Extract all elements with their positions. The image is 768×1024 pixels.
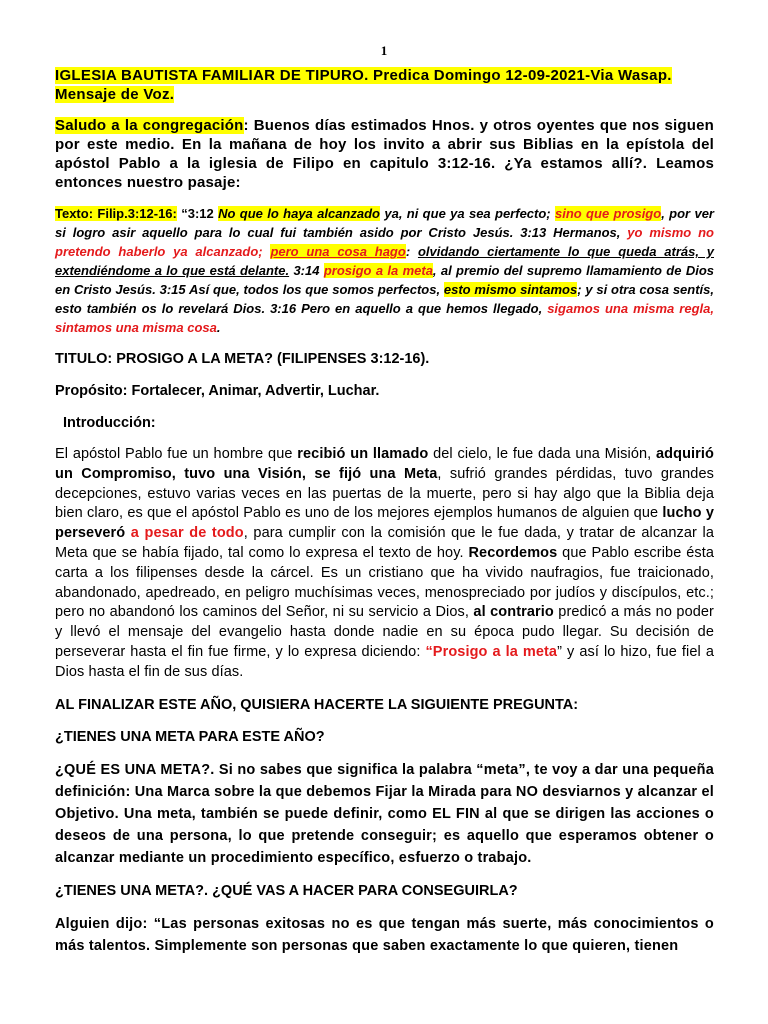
question-what-to-do: ¿TIENES UNA META?. ¿QUÉ VAS A HACER PARA CONSEGUIRLA? (55, 882, 518, 899)
verse-underlined: olvidando ciertamente lo que queda atrás, y extendiéndome a lo que está delante. (55, 244, 714, 278)
intro-bold: recibió un llamado (297, 446, 429, 462)
intro-red-bold: a pesar de todo (130, 525, 244, 542)
document-body (55, 66, 714, 969)
intro-text: El apóstol Pablo fue un hombre que (55, 446, 298, 462)
greeting-label: Saludo a la congregación (55, 117, 244, 134)
title-line-1: IGLESIA BAUTISTA FAMILIAR DE TIPURO. Predica Domingo 12-09-2021-Via Wasap. (55, 67, 672, 84)
verse-text: ; y si otra cosa sentís, esto también os lo revelará Dios. 3:16 Pero en aquello a que hemos llegado, (55, 282, 715, 316)
goal-definition-paragraph: ¿QUÉ ES UNA META?. Si no sabes que significa la palabra “meta”, te voy a dar una pequeña definición: Una Marca sobre la que debemos Fijar la Mirada para NO desviarnos y alcanzar el Objetivo. Una meta, también se puede definir, como EL FIN al que se dirigen las acciones o deseos de una persona, lo que pretende conseguir; es aquello que esperamos obtener o alcanzar mediante un procedimiento específico, esfuerzo o trabajo. (55, 761, 714, 866)
question-goal-this-year: ¿TIENES UNA META PARA ESTE AÑO? (55, 728, 325, 745)
document-title (55, 66, 714, 104)
verse-text: : (405, 244, 418, 259)
verse-red-highlight: prosigo a la meta (323, 263, 433, 278)
intro-red-bold: “Prosigo a la meta (425, 643, 558, 660)
quote-paragraph: Alguien dijo: “Las personas exitosas no es que tengan más suerte, más conocimientos o más talentos. Simplemente son personas que saben exactamente lo que quieren, tienen (55, 915, 714, 954)
page-number: 1 (380, 43, 388, 58)
verse-red-text: yo mismo no pretendo haberlo ya alcanzado; (55, 225, 714, 259)
greeting-text: : Buenos días estimados Hnos. y otros oyentes que nos siguen por este medio. En la mañana de hoy los invito a abrir sus Biblias en la epístola del apóstol Pablo a la iglesia de Filipo en capitulo 3:12-16. ¿Ya estamos allí?. Leamos entonces nuestro pasaje: (55, 117, 714, 191)
title-line-2: Mensaje de Voz. (55, 86, 175, 103)
intro-text: del cielo, le fue dada una Misión, (428, 446, 656, 462)
scripture-paragraph (55, 204, 714, 337)
question-intro: AL FINALIZAR ESTE AÑO, QUISIERA HACERTE LA SIGUIENTE PREGUNTA: (55, 696, 579, 713)
verse-text: ya, ni que ya sea perfecto; (380, 206, 555, 221)
sermon-purpose: Propósito: Fortalecer, Animar, Advertir, Luchar. (55, 383, 380, 399)
verse-text: , al premio del supremo llamamiento de Dios en Cristo Jesús. 3:15 Así que, todos los que somos perfectos, (55, 263, 714, 297)
intro-text: ” y así lo hizo, fue fiel a Dios hasta el fin de sus días. (55, 643, 714, 680)
verse-text: , por ver si logro asir aquello para lo cual fui también asido por Cristo Jesús. 3:13 Hermanos, (55, 206, 714, 240)
intro-bold: Recordemos (468, 544, 558, 561)
verse-red-highlight: pero una cosa hago (270, 244, 406, 259)
intro-text: que Pablo escribe ésta carta a los filipenses desde la cárcel. Es un cristiano que ha vivido naufragios, fue traicionado, abandonado, apedreado, en peligro muchísimas veces, menospreciado por judíos y discípulos, etc.; pero no abandonó los caminos del Señor, ni su servicio a Dios, (55, 544, 714, 621)
verse-red-highlight: sino que prosigo (554, 206, 662, 221)
verse-text: . (216, 320, 221, 335)
scripture-label: Texto: Filip.3:12-16: (55, 206, 177, 221)
verse-highlight: esto mismo sintamos (443, 282, 578, 297)
introduction-paragraph (55, 445, 714, 683)
intro-text: , para cumplir con la comisión que le fue dada, y tratar de alcanzar la Meta que se había fijado, tal como lo expresa el texto de hoy. (55, 525, 715, 561)
verse-text: 3:14 (289, 263, 324, 278)
intro-text: predicó a más no poder y llevó el mensaje del evangelio hasta donde nadie en su época pudo llegar. Su decisión de perseverar hasta el fin fue firme, y lo expresa diciendo: (55, 604, 714, 660)
verse-highlight: No que lo haya alcanzado (218, 206, 380, 221)
intro-bold: al contrario (473, 604, 554, 621)
greeting-paragraph (55, 116, 714, 192)
intro-bold: lucho y perseveró (55, 505, 714, 542)
intro-bold: adquirió un Compromiso, tuvo una Visión, se fijó una Meta (55, 446, 714, 482)
verse-text: “3:12 (176, 206, 219, 221)
verse-red-text: sigamos una misma regla, sintamos una misma cosa (55, 301, 714, 335)
intro-text: , sufrió grandes pérdidas, tuvo grandes decepciones, estuvo varias veces en las puertas de la muerte, pero si hay algo que la Biblia deja bien claro, es que el apóstol Pablo es uno de los mejores ejemplos humanos de alguien que (55, 465, 714, 522)
sermon-title: TITULO: PROSIGO A LA META? (FILIPENSES 3:12-16). (55, 351, 430, 367)
introduction-heading: Introducción: (63, 415, 156, 431)
